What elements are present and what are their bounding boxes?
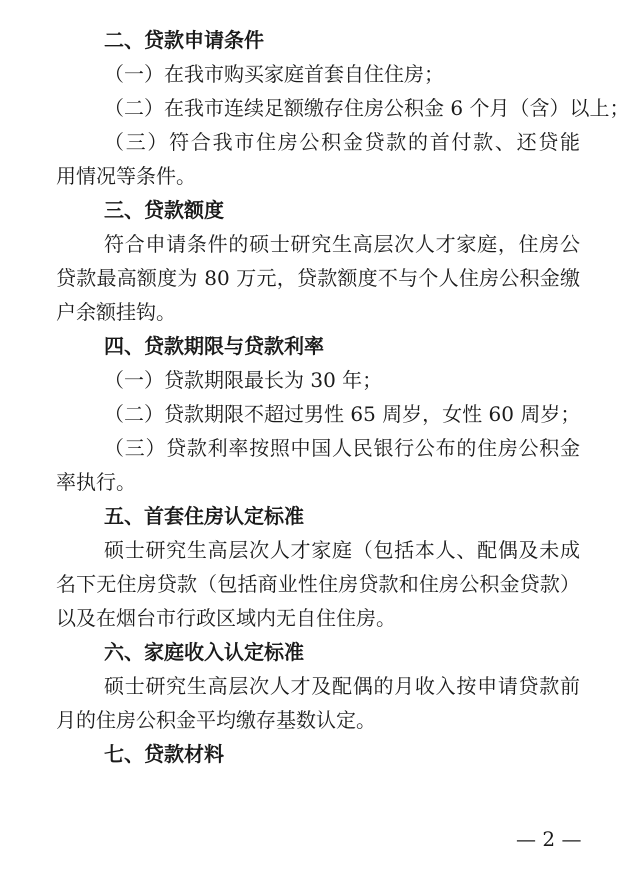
section-heading-income-criteria: 六、家庭收入认定标准	[104, 640, 304, 664]
paragraph-line: 名下无住房贷款（包括商业性住房贷款和住房公积金贷款）	[56, 572, 580, 596]
paragraph-line: （一）贷款期限最长为 30 年；	[104, 368, 383, 392]
section-heading-loan-materials: 七、贷款材料	[104, 742, 224, 766]
paragraph-line: （三）符合我市住房公积金贷款的首付款、还贷能	[104, 130, 580, 154]
paragraph-line: 月的住房公积金平均缴存基数认定。	[56, 708, 376, 732]
paragraph-line: 贷款最高额度为 80 万元，贷款额度不与个人住房公积金缴	[56, 266, 580, 290]
paragraph-line: （二）在我市连续足额缴存住房公积金 6 个月（含）以上；	[104, 96, 630, 120]
paragraph-line: 符合申请条件的硕士研究生高层次人才家庭，住房公	[104, 232, 580, 256]
paragraph-line: （三）贷款利率按照中国人民银行公布的住房公积金	[104, 436, 580, 460]
paragraph-line: 硕士研究生高层次人才家庭（包括本人、配偶及未成	[104, 538, 580, 562]
page-number: — 2 —	[516, 827, 582, 851]
paragraph-line: 户余额挂钩。	[56, 300, 176, 324]
section-heading-loan-term-rate: 四、贷款期限与贷款利率	[104, 334, 324, 358]
paragraph-line: 硕士研究生高层次人才及配偶的月收入按申请贷款前	[104, 674, 580, 698]
paragraph-line: 率执行。	[56, 470, 136, 494]
paragraph-line: 用情况等条件。	[56, 164, 196, 188]
section-heading-loan-conditions: 二、贷款申请条件	[104, 28, 264, 52]
paragraph-line: （二）贷款期限不超过男性 65 周岁，女性 60 周岁；	[104, 402, 581, 426]
section-heading-loan-amount: 三、贷款额度	[104, 198, 224, 222]
paragraph-line: 以及在烟台市行政区域内无自住住房。	[56, 606, 396, 630]
section-heading-first-home-criteria: 五、首套住房认定标准	[104, 504, 304, 528]
paragraph-line: （一）在我市购买家庭首套自住住房；	[104, 62, 444, 86]
